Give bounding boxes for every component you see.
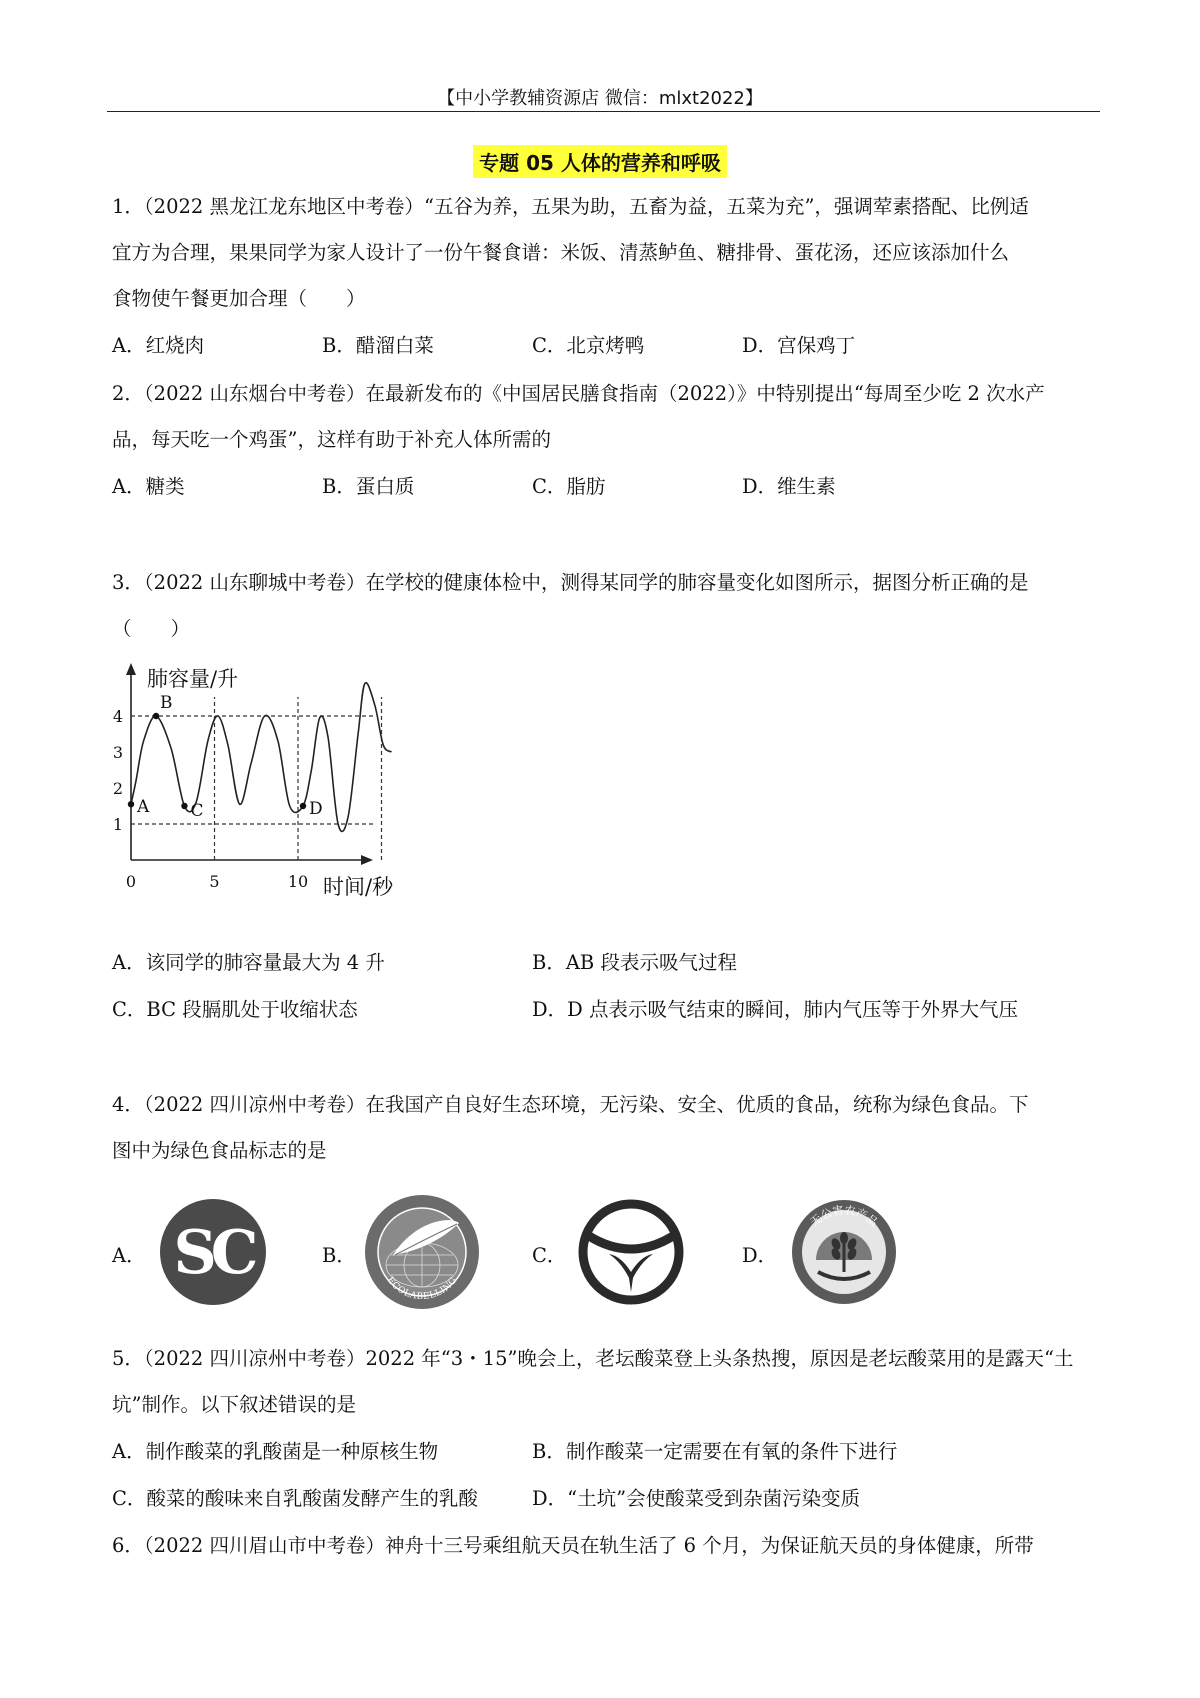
chart-labels (113, 667, 394, 899)
q4-line-1: 4．（2022 四川凉州中考卷）在我国产自良好生态环境，无污染、安全、优质的食品，统称为绿色食品。下 (112, 1093, 1029, 1116)
q5-option-c[interactable]: C．酸菜的酸味来自乳酸菌发酵产生的乳酸 (112, 1487, 478, 1510)
q1-option-a[interactable]: A．红烧肉 (112, 334, 205, 357)
y-axis-title: 肺容量/升 (147, 667, 239, 691)
title-wrap (0, 145, 1200, 178)
q5-option-a[interactable]: A．制作酸菜的乳酸菌是一种原核生物 (112, 1440, 439, 1463)
q5-option-d[interactable]: D．“土坑”会使酸菜受到杂菌污染变质 (532, 1487, 861, 1510)
eco-feather-logo-image[interactable] (363, 1193, 481, 1311)
chart-points (128, 713, 306, 809)
doc-title: 专题 05 人体的营养和呼吸 (473, 145, 727, 178)
y-axis-arrow-icon (126, 663, 136, 675)
eco-logo-ring-textpath: ECOLABELLING (384, 1275, 460, 1303)
sc-logo-image[interactable] (158, 1197, 268, 1307)
q3-line-1: 3．（2022 山东聊城中考卷）在学校的健康体检中，测得某同学的肺容量变化如图所示，据图分析正确的是 (112, 571, 1029, 594)
q3-line-2: （ ） (112, 617, 191, 640)
point-c (181, 803, 187, 809)
q4-option-c[interactable]: C． (532, 1244, 567, 1267)
q1-option-c[interactable]: C．北京烤鸭 (532, 334, 645, 357)
point-d (300, 803, 306, 809)
q1-line-1: 1．（2022 黑龙江龙东地区中考卷）“五谷为养，五果为助，五畜为益，五菜为充”，强调荤素搭配、比例适 (112, 195, 1029, 218)
q5-option-b[interactable]: B．制作酸菜一定需要在有氧的条件下进行 (532, 1440, 898, 1463)
q1-option-d[interactable]: D．宫保鸡丁 (742, 334, 856, 357)
q4-option-d[interactable]: D． (742, 1244, 778, 1267)
sc-logo-text: SC (173, 1218, 253, 1288)
y-tick-label: 2 (112, 779, 123, 798)
x-tick-label: 0 (125, 872, 137, 891)
point-b (153, 713, 159, 719)
page-header: 【中小学教辅资源店 微信：mlxt2022】 (437, 88, 763, 109)
q3-option-d[interactable]: D．D 点表示吸气结束的瞬间，肺内气压等于外界大气压 (532, 998, 1018, 1021)
q2-line-1: 2．（2022 山东烟台中考卷）在最新发布的《中国居民膳食指南（2022）》中特别提出“每周至少吃 2 次水产 (112, 382, 1045, 405)
q1-line-3: 食物使午餐更加合理（ ） (112, 287, 366, 310)
q2-option-b[interactable]: B．蛋白质 (322, 475, 415, 498)
point-label-a: A (137, 797, 150, 818)
q5-line-1: 5．（2022 四川凉州中考卷）2022 年“3・15”晚会上，老坛酸菜登上头条热搜，原因是老坛酸菜用的是露天“土 (112, 1347, 1074, 1370)
q4-line-2: 图中为绿色食品标志的是 (112, 1139, 327, 1162)
y-tick-label: 4 (112, 707, 123, 726)
q3-option-a[interactable]: A．该同学的肺容量最大为 4 升 (112, 951, 385, 974)
lung-capacity-chart (105, 655, 445, 925)
x-axis-title: 时间/秒 (323, 875, 394, 899)
green-food-sun-arc (589, 1236, 673, 1249)
q6-line-1: 6．（2022 四川眉山市中考卷）神舟十三号乘组航天员在轨生活了 6 个月，为保证航天员的身体健康，所带 (112, 1534, 1034, 1557)
q4-option-a[interactable]: A． (112, 1244, 146, 1267)
y-tick-label: 3 (112, 743, 123, 762)
q3-option-c[interactable]: C．BC 段膈肌处于收缩状态 (112, 998, 358, 1021)
q2-option-d[interactable]: D．维生素 (742, 475, 836, 498)
chart-reference-lines (131, 697, 382, 860)
q5-line-2: 坑”制作。以下叙述错误的是 (112, 1393, 356, 1416)
point-label-b: B (160, 693, 173, 713)
q3-option-b[interactable]: B．AB 段表示吸气过程 (532, 951, 737, 974)
q2-option-a[interactable]: A．糖类 (112, 475, 185, 498)
pollution-free-product-logo-image[interactable] (790, 1198, 898, 1306)
green-food-logo-image[interactable] (575, 1196, 687, 1308)
header-rule (107, 111, 1100, 112)
q1-option-b[interactable]: B．醋溜白菜 (322, 334, 434, 357)
point-a (128, 801, 134, 807)
x-tick-label: 5 (209, 872, 220, 891)
leaf-sprout-icon (609, 1254, 653, 1292)
npc-logo-ring-textpath: 无公害农产品 (807, 1203, 881, 1229)
y-tick-label: 1 (112, 815, 123, 834)
q2-line-2: 品，每天吃一个鸡蛋”，这样有助于补充人体所需的 (112, 428, 551, 451)
q2-option-c[interactable]: C．脂肪 (532, 475, 606, 498)
q4-option-b[interactable]: B． (322, 1244, 356, 1267)
point-label-d: D (309, 799, 323, 819)
q1-line-2: 宜方为合理，果果同学为家人设计了一份午餐食谱：米饭、清蒸鲈鱼、糖排骨、蛋花汤，还应该添加什么 (112, 241, 1010, 264)
x-axis-arrow-icon (361, 855, 373, 865)
x-tick-label: 10 (287, 872, 309, 891)
point-label-c: C (190, 801, 204, 821)
